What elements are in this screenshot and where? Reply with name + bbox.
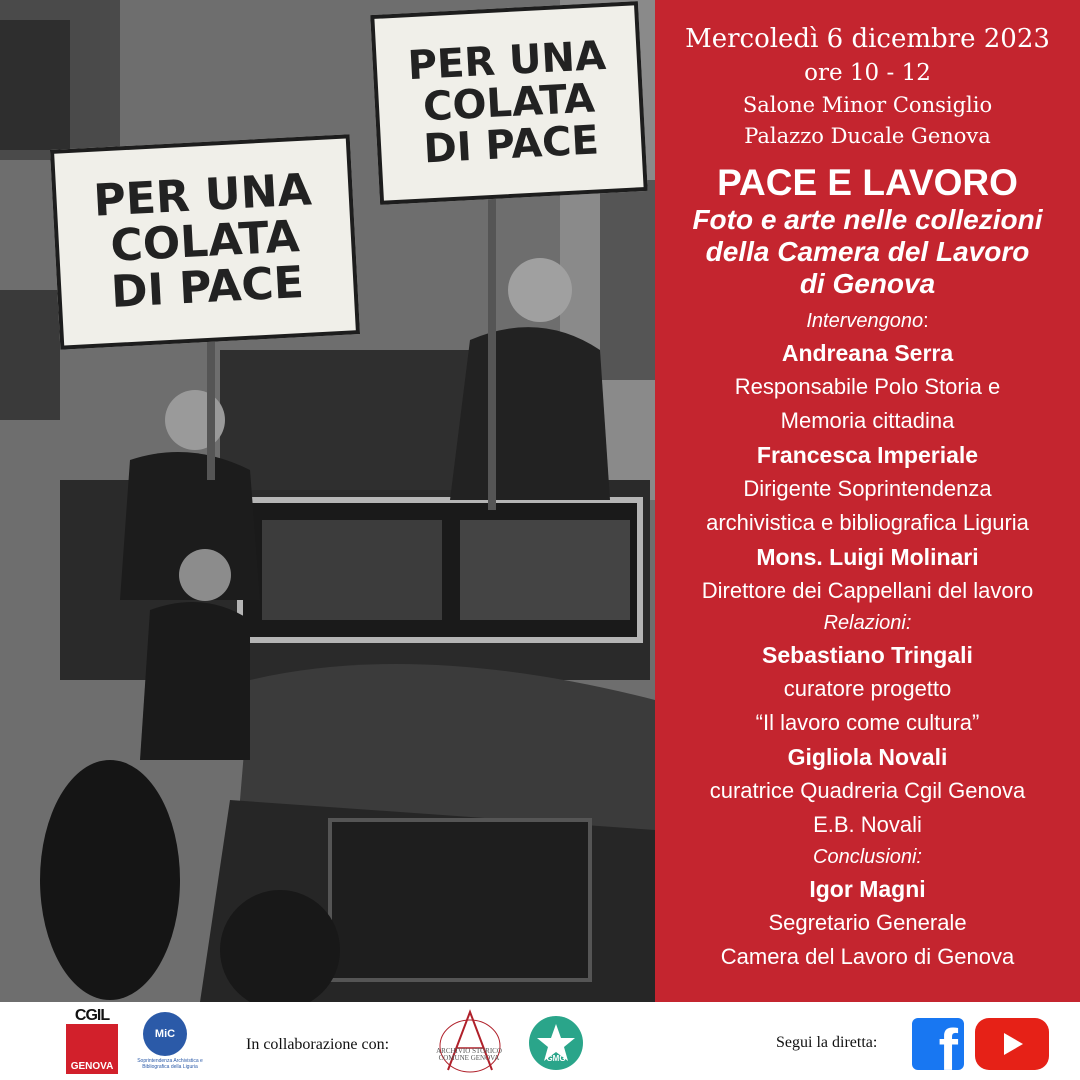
event-date: Mercoledì 6 dicembre 2023 <box>685 24 1050 54</box>
conclusions-label: Conclusioni: <box>813 846 922 868</box>
event-time: ore 10 - 12 <box>804 60 931 86</box>
follow-live-text: Segui la diretta: <box>776 1034 878 1051</box>
speaker-role: Responsabile Polo Storia e <box>734 374 1001 399</box>
reports-label: Relazioni: <box>823 612 912 634</box>
archivio-storico-caption: ARCHIVIO STORICO COMUNE GENOVA <box>436 1047 502 1062</box>
reporter-role: curatore progetto <box>783 676 952 701</box>
event-subtitle-1: Foto e arte nelle collezioni <box>692 204 1043 235</box>
event-title: PACE E LAVORO <box>717 162 1018 203</box>
reporter-role: “Il lavoro come cultura” <box>755 710 980 735</box>
protest-sign-right <box>370 1 648 205</box>
mic-logo: MiC <box>143 1012 187 1056</box>
cgil-logo-bottom: GENOVA <box>70 1061 114 1072</box>
reporter-role: curatrice Quadreria Cgil Genova <box>709 778 1026 803</box>
speaker-name: Mons. Luigi Molinari <box>756 544 979 570</box>
event-venue-room: Salone Minor Consiglio <box>742 93 993 117</box>
youtube-icon[interactable] <box>975 1018 1049 1070</box>
sign-left-line-3: DI PACE <box>109 257 305 319</box>
speakers-label-colon: : <box>923 310 929 332</box>
sign-right-line-1: PER UNA <box>406 32 608 90</box>
conclusion-speaker-role: Camera del Lavoro di Genova <box>720 944 1015 969</box>
sign-left-line-2: COLATA <box>109 210 301 272</box>
speaker-role: Direttore dei Cappellani del lavoro <box>701 578 1034 603</box>
conclusion-speaker-role: Segretario Generale <box>768 910 967 935</box>
speaker-role: archivistica e bibliografica Liguria <box>706 510 1029 535</box>
facebook-icon[interactable]: f <box>912 1018 964 1070</box>
speaker-role: Dirigente Soprintendenza <box>743 476 992 501</box>
event-subtitle-3: di Genova <box>799 268 936 299</box>
speakers-label-text: Intervengono <box>806 310 924 332</box>
speaker-name: Andreana Serra <box>781 340 954 366</box>
gmg-logo-label: GMG <box>546 1054 566 1063</box>
conclusion-speaker-name: Igor Magni <box>809 876 926 902</box>
reporter-role: E.B. Novali <box>813 812 922 837</box>
cgil-logo <box>66 1008 118 1074</box>
protest-sign-left <box>50 134 360 349</box>
footer-bar <box>0 1002 1080 1080</box>
reporter-name: Sebastiano Tringali <box>762 642 973 668</box>
play-icon <box>1004 1033 1023 1055</box>
event-info-panel <box>655 0 1080 1002</box>
cgil-logo-top: CGIL <box>74 1007 110 1024</box>
collaboration-text: In collaborazione con: <box>246 1036 390 1053</box>
event-subtitle-2: della Camera del Lavoro <box>705 236 1030 267</box>
event-venue-place: Palazzo Ducale Genova <box>744 124 991 148</box>
sign-left-line-1: PER UNA <box>92 164 313 227</box>
speaker-name: Francesca Imperiale <box>756 442 979 468</box>
speakers-label <box>655 306 1080 336</box>
reporter-name: Gigliola Novali <box>787 744 948 770</box>
sign-right-line-2: COLATA <box>421 75 597 131</box>
speaker-role: Memoria cittadina <box>780 408 955 433</box>
mic-logo-caption: Soprintendenza Archivistica e Bibliografica della Liguria <box>137 1058 203 1070</box>
cgil-logo-red <box>66 1024 118 1074</box>
archivio-storico-logo <box>430 1008 510 1076</box>
sign-right-line-3: DI PACE <box>422 117 600 173</box>
